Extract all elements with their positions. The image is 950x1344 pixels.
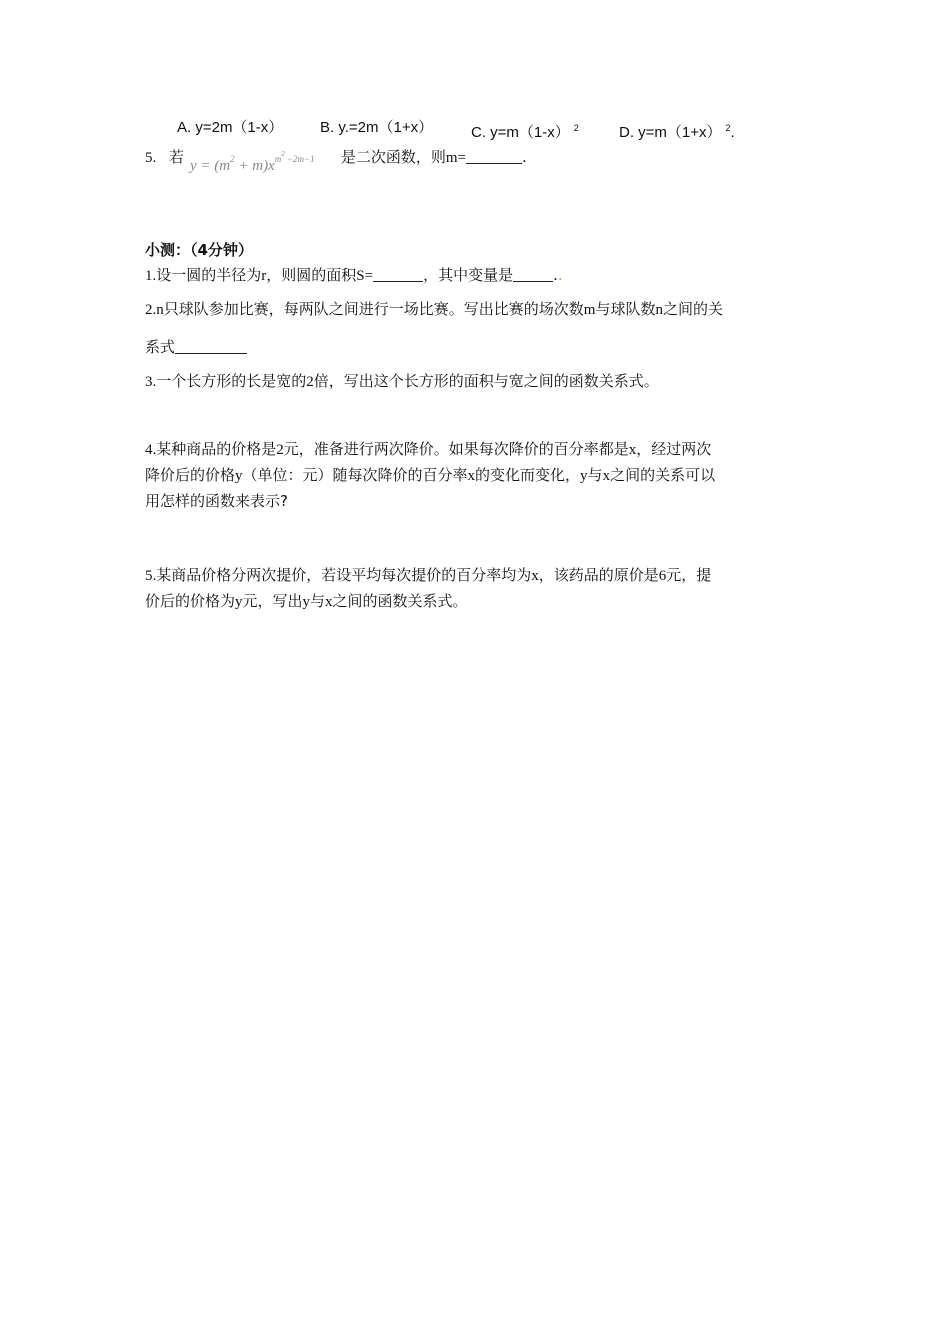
decorative-dot: . bbox=[557, 266, 563, 284]
item-text: 某种商品的价格是 bbox=[156, 440, 277, 458]
question-5-var: m= bbox=[445, 150, 466, 166]
question-5-end: . bbox=[521, 148, 527, 166]
quiz-item-5-line-2 bbox=[145, 591, 468, 612]
var-y: y bbox=[235, 594, 243, 610]
item-number: 1. bbox=[145, 268, 157, 284]
item-text: ，其中变量是 bbox=[423, 266, 514, 284]
var-n: n bbox=[655, 302, 663, 318]
var-2: 2 bbox=[276, 442, 284, 458]
item-text: 用怎样的函数来表示? bbox=[145, 492, 288, 510]
item-text: （单位：元）随每次降价的百分率 bbox=[242, 466, 468, 484]
item-text: 降价后的价格 bbox=[145, 466, 236, 484]
quiz-item-5-line-1 bbox=[145, 565, 711, 586]
question-5-number: 5. bbox=[145, 150, 157, 166]
quiz-item-1 bbox=[145, 265, 563, 286]
quadratic-formula-image: $y = (m^2 + m)x^{m^2 -2m-1}$ bbox=[190, 150, 315, 174]
var-x: x bbox=[628, 442, 637, 458]
item-text: 与 bbox=[587, 466, 603, 484]
var-6: 6 bbox=[658, 568, 667, 584]
item-text: 元，写出 bbox=[242, 592, 303, 610]
quiz-item-4-line-3 bbox=[145, 491, 288, 511]
item-number: 5. bbox=[145, 568, 157, 584]
option-c-superscript: 2 bbox=[573, 123, 579, 133]
var-x: x bbox=[467, 468, 476, 484]
item-text: 某商品价格分两次提价，若设平均每次提价的百分率均为 bbox=[156, 566, 532, 584]
item-number: 4. bbox=[145, 442, 157, 458]
option-d-end: . bbox=[730, 124, 735, 141]
item-text: 元，提 bbox=[666, 566, 712, 584]
item-text: 的变化而变化， bbox=[475, 466, 581, 484]
item-text: 之间的关 bbox=[662, 300, 723, 318]
var-x: x bbox=[531, 568, 539, 584]
item-number: 2. bbox=[145, 302, 157, 318]
quiz-item-2-line-1 bbox=[145, 299, 723, 320]
quiz-item-4-line-1 bbox=[145, 439, 711, 460]
var-x: x bbox=[325, 594, 333, 610]
var-y: y bbox=[302, 594, 311, 610]
item-text: 价后的价格为 bbox=[145, 592, 236, 610]
quiz-item-3 bbox=[145, 371, 659, 392]
item-text: ，该药品的原价是 bbox=[538, 566, 659, 584]
item-text: 之间的函数关系式。 bbox=[332, 592, 468, 610]
quiz-item-2-line-2 bbox=[145, 337, 247, 357]
question-5-prefix: 若 bbox=[169, 148, 185, 166]
item-text: ，则圆的面积 bbox=[266, 266, 357, 284]
option-d-text: D. y=m（1+x） bbox=[619, 124, 722, 141]
var-s: S= bbox=[356, 268, 374, 284]
option-b: B. y.=2m（1+x） bbox=[320, 119, 434, 136]
item-text: 与 bbox=[310, 592, 326, 610]
var-y: y bbox=[580, 468, 588, 484]
option-c-text: C. y=m（1-x） bbox=[471, 124, 570, 141]
option-d-superscript: 2 bbox=[725, 123, 731, 133]
var-2: 2 bbox=[306, 374, 314, 390]
item-number: 3. bbox=[145, 374, 157, 390]
variable-blank bbox=[513, 267, 553, 282]
relation-blank bbox=[175, 339, 247, 354]
quiz-item-4-line-2 bbox=[145, 465, 715, 486]
option-c bbox=[471, 118, 579, 143]
item-text: ，经过两次 bbox=[636, 440, 712, 458]
area-blank bbox=[373, 267, 423, 282]
item-text: 一个长方形的长是宽的 bbox=[156, 372, 307, 390]
item-text: 倍，写出这个长方形的面积与宽之间的函数关系式。 bbox=[313, 372, 659, 390]
var-m: m bbox=[583, 302, 596, 318]
item-text: 与球队数 bbox=[595, 300, 656, 318]
answer-blank bbox=[466, 149, 522, 164]
var-x: x bbox=[602, 468, 611, 484]
item-text: 之间的关系可以 bbox=[610, 466, 716, 484]
item-text: 设一圆的半径为 bbox=[156, 266, 262, 284]
quiz-title: 小测：（4分钟） bbox=[145, 241, 253, 259]
item-text: 元，准备进行两次降价。如果每次降价的百分率都是 bbox=[283, 440, 629, 458]
var-n: n bbox=[156, 302, 164, 318]
option-a: A. y=2m（1-x） bbox=[177, 119, 284, 136]
var-y: y bbox=[235, 468, 243, 484]
item-text: 系式 bbox=[145, 338, 176, 356]
option-d bbox=[619, 118, 735, 143]
question-5-suffix: 是二次函数，则 bbox=[340, 148, 446, 166]
item-text: 只球队参加比赛，每两队之间进行一场比赛。写出比赛的场次数 bbox=[163, 300, 584, 318]
item-end: . bbox=[553, 266, 558, 284]
var-r: r bbox=[261, 268, 267, 284]
